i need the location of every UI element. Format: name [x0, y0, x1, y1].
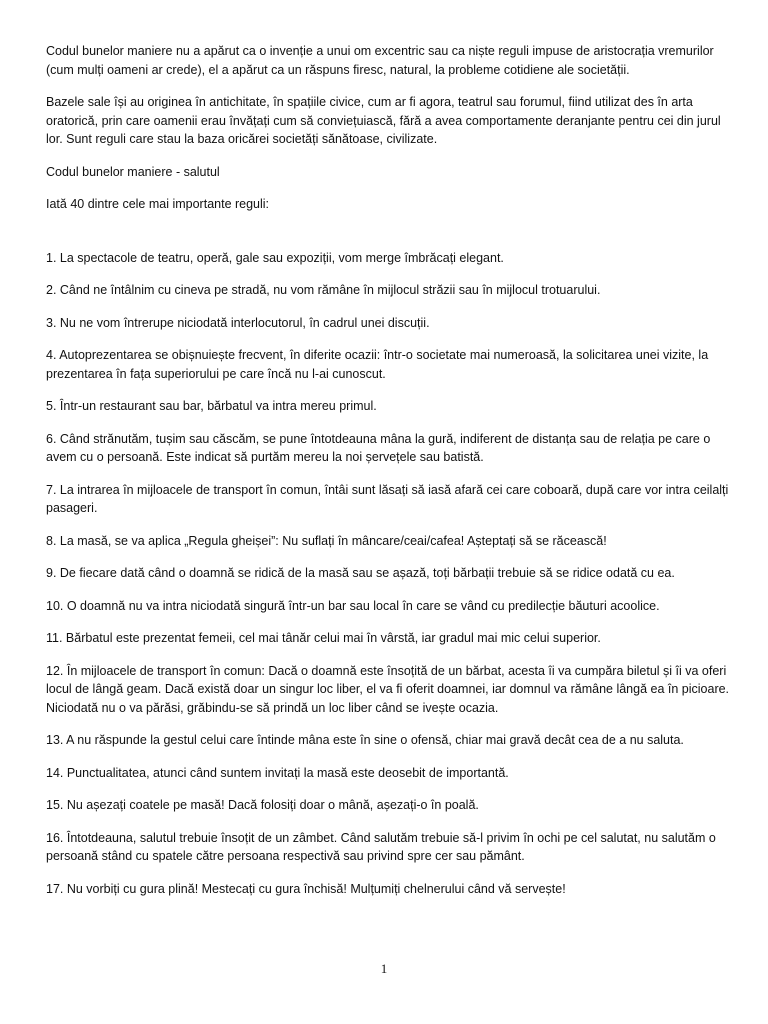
rule-item: 2. Când ne întâlnim cu cineva pe stradă, nu vom rămâne în mijlocul străzii sau în mijlocul trotuarului.: [46, 283, 601, 297]
document-body: [46, 42, 736, 912]
intro-paragraph-1: Codul bunelor maniere nu a apărut ca o invenție a unui om excentric sau ca niște reguli impuse de aristocrația vremurilor (cum mulți oameni ar crede), el a apărut ca un răspuns firesc, natural, la probleme cotidiene ale societății.: [46, 44, 714, 77]
rule-item: 17. Nu vorbiți cu gura plină! Mestecați cu gura închisă! Mulțumiți chelnerului când vă servește!: [46, 881, 566, 896]
rule-item: 16. Întotdeauna, salutul trebuie însoțit de un zâmbet. Când salutăm trebuie să-l privim în ochi pe cel salutat, nu salutăm o persoană stând cu spatele către persoana respectivă sau privind spre cer sau pământ.: [46, 830, 716, 863]
rule-item: 11. Bărbatul este prezentat femeii, cel mai tânăr celui mai în vârstă, iar gradul mai mic celui superior.: [46, 631, 601, 645]
rule-item: 1. La spectacole de teatru, operă, gale sau expoziții, vom merge îmbrăcați elegant.: [46, 250, 504, 265]
rule-item: 5. Într-un restaurant sau bar, bărbatul va intra mereu primul.: [46, 399, 377, 413]
rule-item: 3. Nu ne vom întrerupe niciodată interlocutorul, în cadrul unei discuții.: [46, 315, 430, 330]
rule-item: 12. În mijloacele de transport în comun: Dacă o doamnă este însoțită de un bărbat, acesta îi va cumpăra biletul și îi va oferi locul de lângă geam. Dacă există doar un singur loc liber, el va fi oferit doamnei, iar domnul va rămâne lângă ea în picioare. Niciodată nu o va părăsi, grăbindu-se să prindă un loc liber când se ivește ocazia.: [46, 663, 730, 715]
rule-item: 10. O doamnă nu va intra niciodată singură într-un bar sau local în care se vând cu predilecție băuturi acoolice.: [46, 598, 660, 613]
rule-item: 8. La masă, se va aplica „Regula gheișei”: Nu suflați în mâncare/ceai/cafea! Așteptați să se răcească!: [46, 533, 607, 548]
rule-item: 13. A nu răspunde la gestul celui care întinde mâna este în sine o ofensă, chiar mai gravă decât cea de a nu saluta.: [46, 733, 684, 747]
list-intro: Iată 40 dintre cele mai importante reguli:: [46, 197, 270, 211]
rule-item: 9. De fiecare dată când o doamnă se ridică de la masă sau se așază, toți bărbații trebuie să se ridice odată cu ea.: [46, 566, 675, 580]
rule-item: 14. Punctualitatea, atunci când suntem invitați la masă este deosebit de importantă.: [46, 765, 509, 780]
rule-item: 6. Când strănutăm, tușim sau căscăm, se pune întotdeauna mâna la gură, indiferent de distanța sau de relația pe care o avem cu o persoană. Este indicat să purtăm mereu la noi șervețele sau batistă.: [46, 431, 711, 464]
section-title: Codul bunelor maniere - salutul: [46, 164, 220, 179]
page-number: 1: [380, 961, 388, 976]
rule-item: 7. La intrarea în mijloacele de transport în comun, întâi sunt lăsați să iasă afară cei care coboară, după care vor intra ceilalți pasageri.: [46, 482, 729, 515]
rule-item: 4. Autoprezentarea se obișnuiește frecvent, în diferite ocazii: într-o societate mai numeroasă, la solicitarea unei vizite, la prezentarea în fața superiorului pe care încă nu l-ai cunoscut.: [46, 348, 709, 381]
blank-line: [46, 228, 736, 249]
rule-item: 15. Nu așezați coatele pe masă! Dacă folosiți doar o mână, așezați-o în poală.: [46, 798, 479, 812]
intro-paragraph-2: Bazele sale își au originea în antichitate, în spațiile civice, cum ar fi agora, teatrul sau forumul, fiind utilizat des în arta oratorică, prin care oamenii erau învățați cum să conviețuiască, fără a avea comportamente deranjante pentru cei din jurul lor. Sunt reguli care stau la baza oricărei societăți sănătoase, civilizate.: [46, 95, 721, 146]
